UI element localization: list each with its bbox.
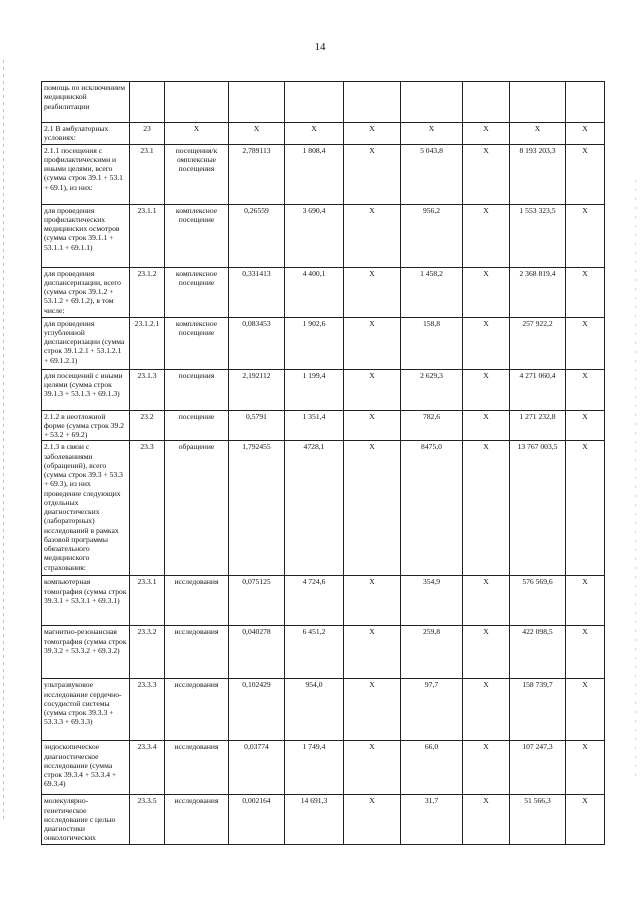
table-row [42, 144, 605, 204]
cost-oms-cell: 1 553 323,5 [510, 204, 566, 267]
norm-cost-cell: 4 400,1 [285, 267, 344, 317]
cost-oms-cell: 2 368 819,4 [510, 267, 566, 317]
per-capita-budget-cell: X [344, 626, 401, 679]
cost-oms-cell [510, 82, 566, 123]
percent-cell: X [566, 317, 605, 369]
cost-budget-cell: X [463, 626, 510, 679]
table-row [42, 626, 605, 679]
scan-edge-right [635, 180, 636, 780]
norm-cost-cell: 4 724,6 [285, 576, 344, 626]
percent-cell: X [566, 204, 605, 267]
unit-cell: комплексное посещение [165, 204, 229, 267]
per-capita-budget-cell: X [344, 795, 401, 844]
norm-volume-cell: 0,102429 [229, 679, 285, 741]
percent-cell: X [566, 795, 605, 844]
unit-cell: комплексное посещение [165, 317, 229, 369]
unit-cell: исследования [165, 576, 229, 626]
per-capita-oms-cell: 8475,0 [401, 441, 463, 576]
row-number-cell: 23.3.5 [130, 795, 165, 844]
cost-budget-cell: X [463, 576, 510, 626]
per-capita-budget-cell: X [344, 576, 401, 626]
per-capita-budget-cell: X [344, 123, 401, 145]
row-number-cell: 23 [130, 123, 165, 145]
norm-volume-cell: 0,26559 [229, 204, 285, 267]
unit-cell: исследования [165, 679, 229, 741]
norm-volume-cell: 0,331413 [229, 267, 285, 317]
norm-cost-cell: X [285, 123, 344, 145]
page-number: 14 [314, 41, 326, 53]
row-number-cell: 23.1.2.1 [130, 317, 165, 369]
indicator-name-cell: для проведения диспансеризации, всего (сумма строк 39.1.2 + 53.1.2 + 69.1.2), в том числе: [42, 267, 130, 317]
per-capita-oms-cell: 782,6 [401, 410, 463, 441]
norm-volume-cell: 0,5791 [229, 410, 285, 441]
indicator-name-cell: магнитно-резонансная томография (сумма строк 39.3.2 + 53.3.2 + 69.3.2) [42, 626, 130, 679]
norm-volume-cell: 1,792455 [229, 441, 285, 576]
unit-cell: исследования [165, 626, 229, 679]
indicator-name-cell: 2.1.1 посещения с профилактическими и иными целями, всего (сумма строк 39.1 + 53.1 + 69.1), из них: [42, 144, 130, 204]
per-capita-oms-cell: 66,0 [401, 741, 463, 795]
table-row [42, 317, 605, 369]
indicator-name-cell: помощь по исключением медицинской реабилитации [42, 82, 130, 123]
indicator-name-cell: 2.1.2 в неотложной форме (сумма строк 39.2 + 53.2 + 69.2) [42, 410, 130, 441]
percent-cell: X [566, 741, 605, 795]
cost-oms-cell: 1 271 232,8 [510, 410, 566, 441]
per-capita-budget-cell: X [344, 317, 401, 369]
percent-cell: X [566, 410, 605, 441]
unit-cell: посещения [165, 369, 229, 410]
unit-cell: обращение [165, 441, 229, 576]
row-number-cell: 23.1.3 [130, 369, 165, 410]
row-number-cell: 23.3.2 [130, 626, 165, 679]
per-capita-oms-cell [401, 82, 463, 123]
cost-oms-cell: 107 247,3 [510, 741, 566, 795]
percent-cell: X [566, 576, 605, 626]
per-capita-budget-cell: X [344, 679, 401, 741]
norm-volume-cell: 0,083453 [229, 317, 285, 369]
percent-cell: X [566, 626, 605, 679]
table-row [42, 795, 605, 844]
row-number-cell: 23.1.1 [130, 204, 165, 267]
per-capita-oms-cell: 1 458,2 [401, 267, 463, 317]
norm-volume-cell: 0,03774 [229, 741, 285, 795]
norm-volume-cell: 0,040278 [229, 626, 285, 679]
norm-volume-cell: 2,192112 [229, 369, 285, 410]
indicator-name-cell: ультразвуковое исследование сердечно-сосудистой системы (сумма строк 39.3.3 + 53.3.3 + 69.3.3) [42, 679, 130, 741]
cost-budget-cell: X [463, 795, 510, 844]
unit-cell: X [165, 123, 229, 145]
cost-budget-cell: X [463, 410, 510, 441]
indicator-name-cell: компьютерная томография (сумма строк 39.3.1 + 53.3.1 + 69.3.1) [42, 576, 130, 626]
percent-cell: X [566, 123, 605, 145]
percent-cell: X [566, 441, 605, 576]
per-capita-oms-cell: 97,7 [401, 679, 463, 741]
cost-oms-cell: 576 569,6 [510, 576, 566, 626]
table-row [42, 82, 605, 123]
cost-budget-cell: X [463, 267, 510, 317]
financing-table [41, 81, 605, 845]
percent-cell: X [566, 369, 605, 410]
norm-volume-cell: 2,789113 [229, 144, 285, 204]
unit-cell [165, 82, 229, 123]
norm-volume-cell [229, 82, 285, 123]
percent-cell [566, 82, 605, 123]
table-row [42, 576, 605, 626]
table-row [42, 369, 605, 410]
per-capita-budget-cell: X [344, 741, 401, 795]
row-number-cell: 23.3.3 [130, 679, 165, 741]
table-row [42, 410, 605, 441]
table-row [42, 679, 605, 741]
norm-cost-cell: 1 749,4 [285, 741, 344, 795]
cost-oms-cell: 4 271 060,4 [510, 369, 566, 410]
norm-cost-cell [285, 82, 344, 123]
unit-cell: посещение [165, 410, 229, 441]
indicator-name-cell: для посещений с иными целями (сумма строк 39.1.3 + 53.1.3 + 69.1.3) [42, 369, 130, 410]
unit-cell: посещения/к омплексные посещения [165, 144, 229, 204]
cost-budget-cell: X [463, 441, 510, 576]
row-number-cell [130, 82, 165, 123]
norm-volume-cell: 0,002164 [229, 795, 285, 844]
cost-budget-cell: X [463, 679, 510, 741]
per-capita-oms-cell: 259,8 [401, 626, 463, 679]
per-capita-oms-cell: X [401, 123, 463, 145]
unit-cell: исследования [165, 795, 229, 844]
indicator-name-cell: для проведения профилактических медицинских осмотров (сумма строк 39.1.1 + 53.1.1 + 69.1.1) [42, 204, 130, 267]
cost-oms-cell: 13 767 003,5 [510, 441, 566, 576]
norm-cost-cell: 3 690,4 [285, 204, 344, 267]
cost-budget-cell: X [463, 317, 510, 369]
unit-cell: комплексное посещение [165, 267, 229, 317]
per-capita-budget-cell: X [344, 267, 401, 317]
cost-budget-cell [463, 82, 510, 123]
table-row [42, 441, 605, 576]
cost-budget-cell: X [463, 123, 510, 145]
per-capita-oms-cell: 158,8 [401, 317, 463, 369]
row-number-cell: 23.3.1 [130, 576, 165, 626]
norm-volume-cell: 0,075125 [229, 576, 285, 626]
cost-oms-cell: 51 566,3 [510, 795, 566, 844]
table-row [42, 741, 605, 795]
table-row [42, 204, 605, 267]
cost-budget-cell: X [463, 144, 510, 204]
table-row [42, 123, 605, 145]
per-capita-oms-cell: 31,7 [401, 795, 463, 844]
per-capita-budget-cell: X [344, 410, 401, 441]
cost-budget-cell: X [463, 369, 510, 410]
norm-cost-cell: 14 691,3 [285, 795, 344, 844]
percent-cell: X [566, 267, 605, 317]
per-capita-budget-cell [344, 82, 401, 123]
per-capita-budget-cell: X [344, 204, 401, 267]
per-capita-oms-cell: 2 629,3 [401, 369, 463, 410]
unit-cell: исследования [165, 741, 229, 795]
norm-cost-cell: 1 351,4 [285, 410, 344, 441]
percent-cell: X [566, 679, 605, 741]
per-capita-budget-cell: X [344, 441, 401, 576]
norm-cost-cell: 954,0 [285, 679, 344, 741]
cost-oms-cell: 158 739,7 [510, 679, 566, 741]
indicator-name-cell: эндоскопическое диагностическое исследование (сумма строк 39.3.4 + 53.3.4 + 69.3.4) [42, 741, 130, 795]
per-capita-oms-cell: 354,9 [401, 576, 463, 626]
percent-cell: X [566, 144, 605, 204]
cost-budget-cell: X [463, 741, 510, 795]
row-number-cell: 23.3 [130, 441, 165, 576]
norm-cost-cell: 1 199,4 [285, 369, 344, 410]
per-capita-oms-cell: 956,2 [401, 204, 463, 267]
per-capita-budget-cell: X [344, 144, 401, 204]
row-number-cell: 23.2 [130, 410, 165, 441]
row-number-cell: 23.3.4 [130, 741, 165, 795]
norm-cost-cell: 4728,1 [285, 441, 344, 576]
per-capita-budget-cell: X [344, 369, 401, 410]
row-number-cell: 23.1 [130, 144, 165, 204]
cost-oms-cell: 422 098,5 [510, 626, 566, 679]
row-number-cell: 23.1.2 [130, 267, 165, 317]
per-capita-oms-cell: 5 043,8 [401, 144, 463, 204]
indicator-name-cell: 2.1.3 в связи с заболеваниями (обращений), всего (сумма строк 39.3 + 53.3 + 69.3), из них проведение следующих отдельных диагностических (лабораторных) исследований в рамках базовой программы обязательного медицинского страхования: [42, 441, 130, 576]
scan-edge-left [3, 60, 4, 820]
norm-volume-cell: X [229, 123, 285, 145]
cost-oms-cell: 8 193 203,3 [510, 144, 566, 204]
norm-cost-cell: 1 808,4 [285, 144, 344, 204]
cost-oms-cell: 257 922,2 [510, 317, 566, 369]
cost-oms-cell: X [510, 123, 566, 145]
indicator-name-cell: 2.1 В амбулаторных условиях: [42, 123, 130, 145]
indicator-name-cell: молекулярно-генетическое исследование с целью диагностики онкологических [42, 795, 130, 844]
norm-cost-cell: 6 451,2 [285, 626, 344, 679]
cost-budget-cell: X [463, 204, 510, 267]
indicator-name-cell: для проведения углубленной диспансеризации (сумма строк 39.1.2.1 + 53.1.2.1 + 69.1.2.1) [42, 317, 130, 369]
norm-cost-cell: 1 902,6 [285, 317, 344, 369]
table-row [42, 267, 605, 317]
